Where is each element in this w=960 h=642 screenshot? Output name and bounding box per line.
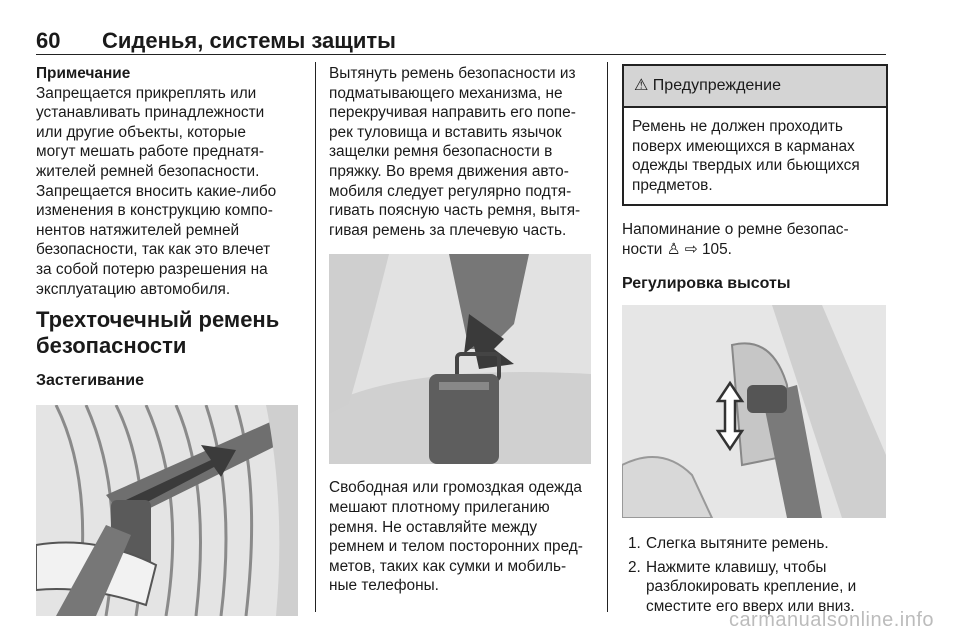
seatbelt-fastening-illustration [36, 405, 298, 616]
page-reference[interactable]: 105. [701, 240, 732, 258]
para-line: рек туловища и вставить язычок [329, 123, 562, 141]
para-line: метов, таких как сумки и мобиль- [329, 557, 567, 575]
reminder-paragraph: Напоминание о ремне безопас- ности ♙ ⇨ 105. [622, 221, 849, 258]
para-line: ремня. Не оставляйте между [329, 518, 538, 536]
warning-body: Ремень не должен проходить поверх имеющихся в карманах одежды твердых или бьющихся предметов. [632, 118, 860, 194]
note-line: эксплуатацию автомобиля. [36, 280, 231, 298]
height-adjustment-heading: Регулировка высоты [622, 274, 791, 292]
note-line: безопасности, так как это влечет [36, 241, 271, 259]
section-title: Трехточечный ремень безопасности [36, 307, 280, 359]
warning-title: Предупреждение [652, 77, 781, 94]
note-line: Запрещается вносить какие-либо [36, 182, 277, 200]
page-title: Сиденья, системы защиты [102, 28, 396, 53]
page-header [36, 28, 886, 54]
note-line: нентов натяжителей ремней [36, 221, 240, 239]
note-heading: Примечание [36, 65, 131, 82]
warning-box [622, 64, 888, 206]
para-line: подматывающего механизма, не [329, 84, 563, 102]
column-divider-left [315, 62, 316, 612]
page-reference-arrow-icon[interactable]: ⇨ [684, 240, 698, 258]
warning-triangle-icon: ⚠ [634, 77, 649, 94]
para-line: ремнем и телом посторонних пред- [329, 538, 583, 556]
watermark: carmanualsonline.info [728, 609, 934, 631]
note-line: изменения в конструкцию компо- [36, 202, 273, 220]
subheading-fastening: Застегивание [36, 372, 144, 390]
para-line: пряжку. Во время движения авто- [329, 162, 569, 180]
list-item: 2. Нажмите клавишу, чтобы разблокировать крепление, и сместите его вверх или вниз. [628, 558, 857, 615]
header-rule [36, 54, 886, 55]
note-line: устанавливать принадлежности [36, 104, 265, 122]
steps-list [622, 534, 888, 616]
note-line: могут мешать работе преднатя- [36, 143, 265, 161]
column-1 [36, 64, 306, 616]
para-line: гивать поясную часть ремня, вытя- [329, 202, 581, 220]
column-divider-right [607, 62, 608, 612]
page-number: 60 [36, 28, 61, 53]
warning-header [624, 66, 886, 108]
para-line: мешают плотному прилеганию [329, 498, 550, 516]
note-line: жителей ремней безопасности. [36, 162, 260, 180]
height-adjustment-illustration [622, 305, 886, 518]
para-line: гивая ремень за плечевую часть. [329, 221, 567, 239]
column-3 [622, 64, 888, 617]
note-line: Запрещается прикреплять или [36, 84, 257, 102]
column-2 [329, 64, 597, 596]
para-line: защелки ремня безопасности в [329, 143, 553, 161]
seatbelt-reminder-icon: ♙ [666, 240, 681, 258]
list-item: 1. Слегка вытяните ремень. [628, 535, 829, 553]
para-line: ные телефоны. [329, 577, 439, 595]
buckle-illustration [329, 254, 591, 464]
note-line: за собой потерю разрешения на [36, 260, 268, 278]
para-line: перекручивая направить его попе- [329, 104, 576, 122]
para-line: Свободная или громоздкая одежда [329, 479, 582, 497]
note-line: или другие объекты, которые [36, 123, 246, 141]
para-line: Вытянуть ремень безопасности из [329, 65, 576, 82]
para-line: мобиля следует регулярно подтя- [329, 182, 572, 200]
